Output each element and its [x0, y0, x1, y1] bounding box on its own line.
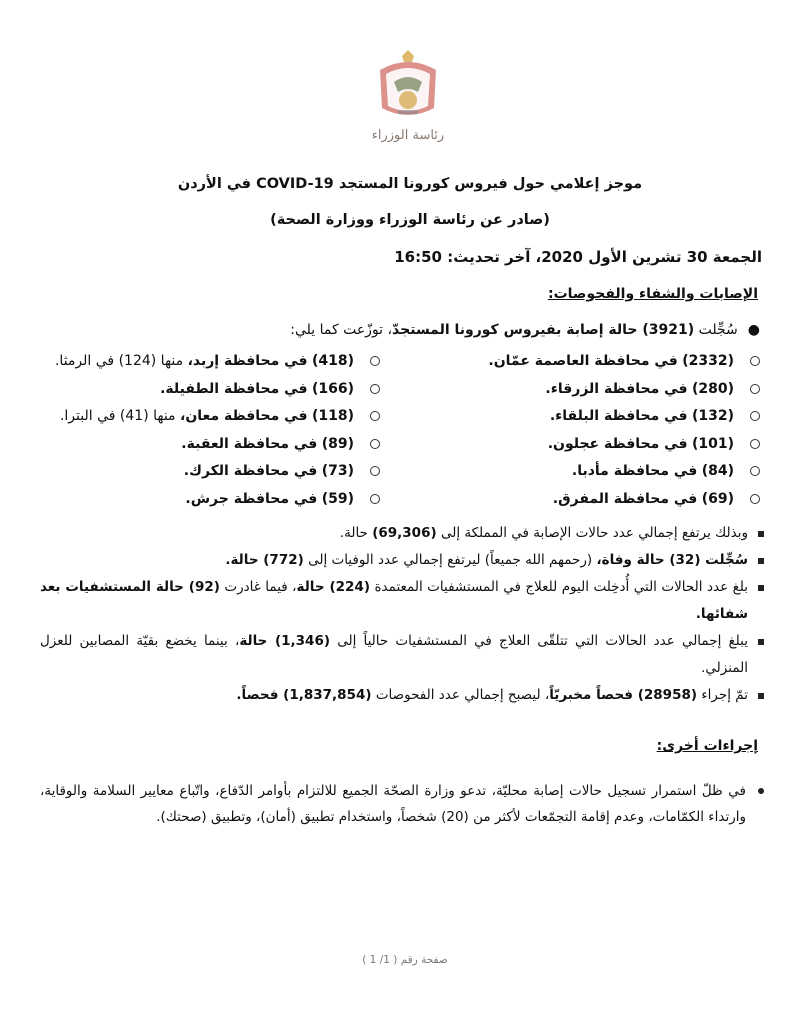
square-bullet-icon — [758, 585, 764, 591]
governorate-name: في محافظة عجلون. — [547, 435, 688, 452]
circle-bullet-icon — [370, 494, 380, 504]
stat-text-b: (1,346) حالة — [239, 633, 331, 649]
circle-bullet-icon — [370, 384, 380, 394]
circle-bullet-icon — [750, 466, 760, 476]
governorate-item — [545, 376, 760, 402]
governorate-extra: منها (124) في الرمثا. — [54, 353, 184, 369]
governorate-extra: منها (41) في البترا. — [59, 408, 176, 424]
stat-text-c: ، فيما غادرت — [219, 579, 297, 595]
circle-bullet-icon — [750, 494, 760, 504]
governorate-count: (59) — [321, 490, 354, 507]
governorate-name: في محافظة العقبة. — [181, 435, 318, 452]
governorate-item — [160, 376, 380, 402]
circle-bullet-icon — [750, 411, 760, 421]
governorate-item — [548, 431, 760, 457]
other-measures-text: في ظلّ استمرار تسجيل حالات إصابة محليّة، تدعو وزارة الصحّة الجميع للالتزام بأوامر الدّفاع، واتّباع معايير السلامة والوقاية، وارتداء الكمّامات، وعدم إقامة التجمّعات لأكثر من (20) شخصاً، واستخدام تطبيق (أمان)، وتطبيق (صحتك). — [40, 783, 746, 825]
stat-text-c: (رحمهم الله جميعاً) ليرتفع إجمالي عدد الوفيات إلى — [303, 552, 597, 568]
governorate-count: (73) — [321, 463, 354, 479]
stat-text-b: سُجِّلت (32) حالة وفاة، — [596, 552, 748, 568]
square-bullet-icon — [758, 558, 764, 564]
governorate-count: (89) — [321, 435, 354, 452]
emblem-caption: رئاسة الوزراء — [371, 128, 445, 143]
stat-item — [40, 520, 764, 547]
cases-heading: الإصابات والشفاء والفحوصات: — [548, 286, 758, 302]
governorate-item — [184, 458, 380, 484]
governorate-count: (132) — [691, 408, 734, 424]
other-measures-item — [40, 778, 764, 830]
stat-item — [40, 547, 764, 574]
governorate-count: (280) — [691, 380, 734, 397]
circle-bullet-icon — [750, 439, 760, 449]
bullet-icon — [758, 788, 764, 794]
governorate-count: (118) — [311, 408, 354, 424]
intro-bold: (3921) حالة إصابة بفيروس كورونا المستجدّ — [392, 322, 695, 338]
stat-text-a: بلغ عدد الحالات التي أُدخِلت اليوم للعلاج في المستشفيات المعتمدة — [370, 579, 749, 595]
governorate-item — [185, 486, 380, 512]
stat-item — [40, 628, 764, 682]
governorate-item — [553, 486, 760, 512]
date-line: الجمعة 30 تشرين الأول 2020، آخر تحديث: 16:50 — [394, 248, 762, 266]
intro-prefix: سُجِّلت — [698, 322, 738, 338]
stats-list — [40, 520, 764, 709]
governorate-item — [55, 348, 380, 374]
governorate-count: (84) — [701, 463, 734, 479]
stat-text-a: تمّ إجراء — [697, 687, 748, 703]
governorate-item — [60, 403, 380, 429]
stat-text-c: ، ليصبح إجمالي عدد الفحوصات — [371, 687, 550, 703]
circle-bullet-icon — [750, 356, 760, 366]
governorate-name: في محافظة إربد، — [187, 353, 308, 369]
square-bullet-icon — [758, 639, 764, 645]
governorate-name: في محافظة الطفيلة. — [160, 380, 308, 397]
circle-bullet-icon — [370, 411, 380, 421]
square-bullet-icon — [758, 693, 764, 699]
stat-text-d: (772) حالة. — [225, 552, 304, 568]
bullet-icon: ● — [747, 322, 760, 338]
governorate-name: في محافظة معان، — [180, 408, 308, 424]
governorate-count: (2332) — [682, 353, 734, 369]
stat-item — [40, 574, 764, 628]
stat-text-a: وبذلك يرتفع إجمالي عدد حالات الإصابة في المملكة إلى — [436, 525, 748, 541]
stat-text-d: (1,837,854) فحصاً. — [236, 687, 372, 703]
stat-text-c: حالة. — [339, 525, 373, 541]
square-bullet-icon — [758, 531, 764, 537]
governorate-count: (69) — [701, 490, 734, 507]
governorate-count: (101) — [691, 435, 734, 452]
stat-item — [40, 682, 764, 709]
governorate-item — [550, 403, 760, 429]
governorate-name: في محافظة المفرق. — [552, 490, 698, 507]
circle-bullet-icon — [370, 439, 380, 449]
circle-bullet-icon — [370, 356, 380, 366]
stat-text-d: (92) حالة المستشفيات بعد شفائها. — [40, 579, 748, 622]
circle-bullet-icon — [370, 466, 380, 476]
stat-text-c: ، بينما يخضع بقيّة المصابين للعزل المنزلي. — [40, 633, 748, 676]
page-number: صفحة رقم ( 1/ 1 ) — [362, 954, 448, 966]
governorate-name: في محافظة الكرك. — [183, 463, 318, 479]
stat-text-b: (224) حالة — [296, 579, 371, 595]
governorate-name: في محافظة البلقاء. — [549, 408, 688, 424]
other-measures-heading: إجراءات أخرى: — [656, 738, 758, 754]
intro-suffix: ، توزّعت كما يلي: — [290, 322, 393, 338]
governorate-item — [572, 458, 760, 484]
governorate-name: في محافظة مأدبا. — [571, 463, 698, 479]
governorate-name: في محافظة جرش. — [185, 490, 318, 507]
governorate-item — [181, 431, 380, 457]
document-subtitle: (صادر عن رئاسة الوزراء ووزارة الصحة) — [270, 212, 550, 228]
governorate-count: (166) — [311, 380, 354, 397]
stat-text-b: (69,306) — [372, 525, 437, 541]
document-title: موجز إعلامي حول فيروس كورونا المستجد COVID-19 في الأردن — [177, 176, 643, 192]
governorate-item — [488, 348, 760, 374]
circle-bullet-icon — [750, 384, 760, 394]
governorate-name: في محافظة العاصمة عمّان. — [488, 353, 678, 369]
governorate-count: (418) — [311, 353, 354, 369]
stat-text-b: (28958) فحصاً مخبريّاً — [549, 687, 698, 703]
governorate-name: في محافظة الزرقاء. — [545, 380, 688, 397]
cases-intro — [290, 322, 760, 338]
stat-text-a: يبلغ إجمالي عدد الحالات التي تتلقّى العلاج في المستشفيات حالياً إلى — [330, 633, 748, 649]
